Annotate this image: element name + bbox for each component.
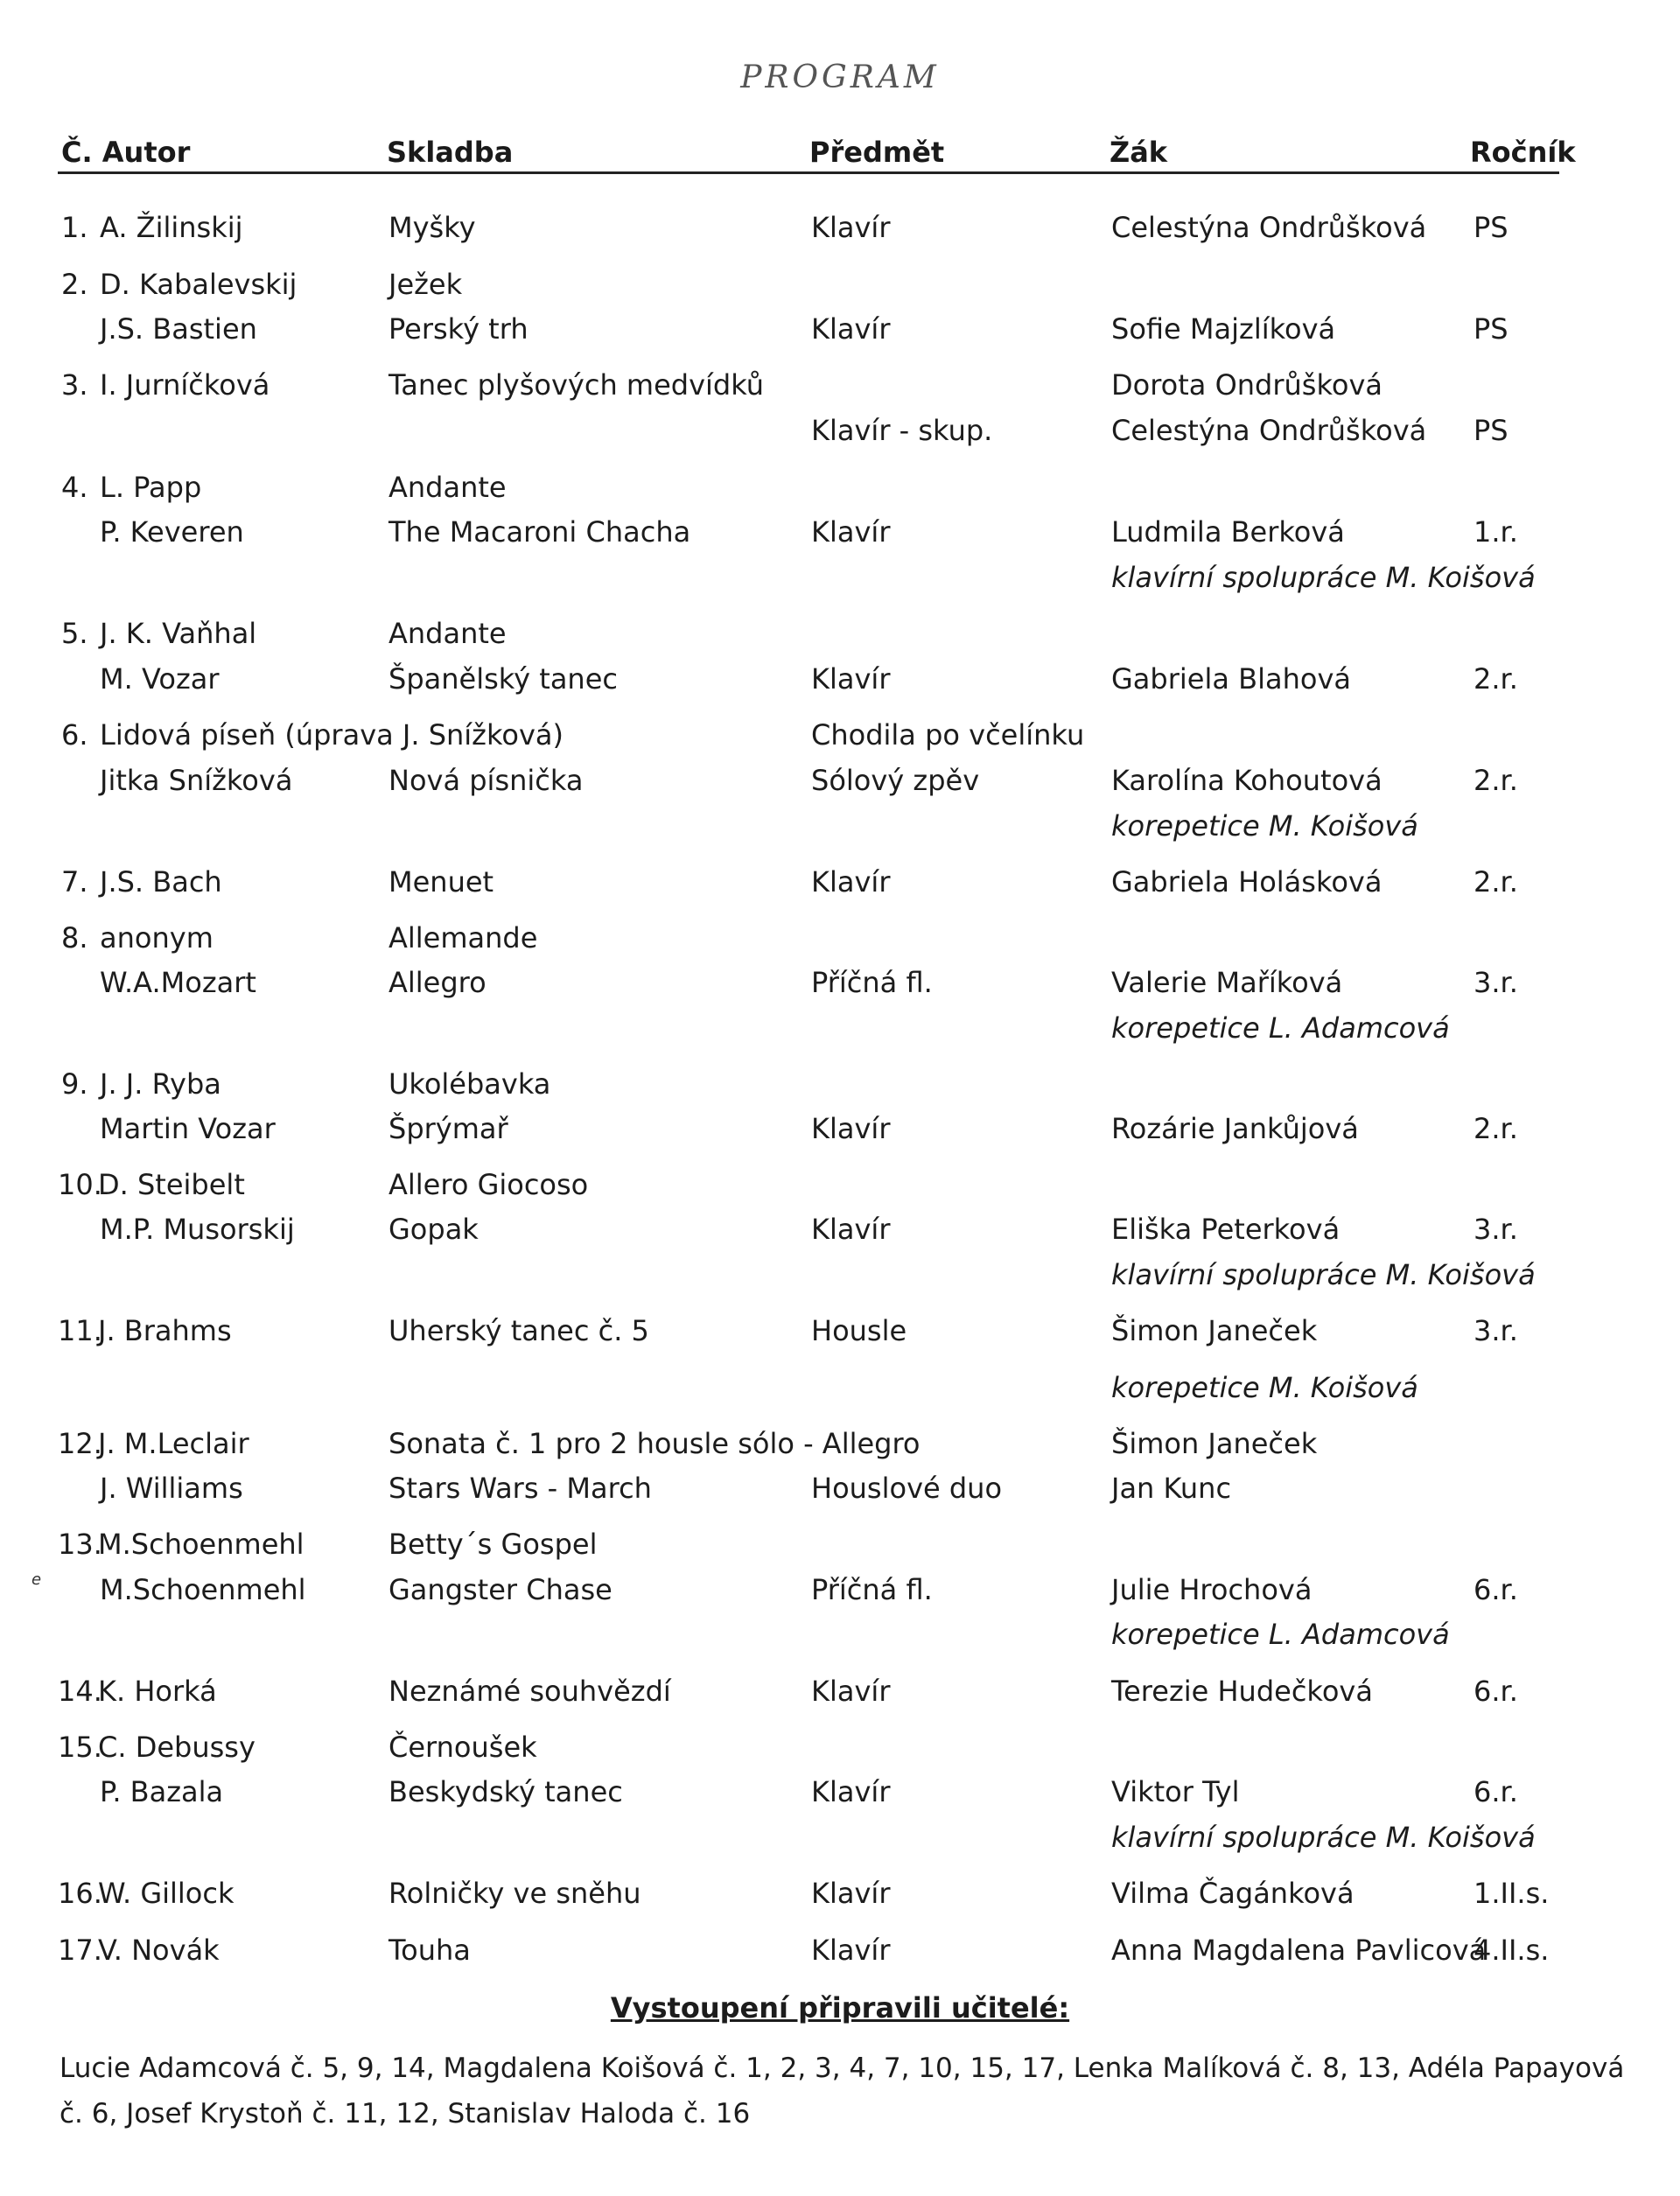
cell-subject: Klavír (811, 1775, 891, 1808)
cell-year: 2.r. (1474, 1112, 1518, 1145)
cell-subject: Housle (811, 1314, 907, 1347)
header-student: Žák (1110, 136, 1168, 169)
cell-subject: Příčná fl. (811, 1573, 933, 1606)
cell-piece: Beskydský tanec (388, 1775, 623, 1808)
accompanist-note: korepetice M. Koišová (1111, 1371, 1418, 1404)
accompanist-note: klavírní spolupráce M. Koišová (1111, 561, 1536, 594)
cell-student: Rozárie Jankůjová (1111, 1112, 1359, 1145)
cell-year: 4.II.s. (1474, 1934, 1550, 1967)
teachers-title: Vystoupení připravili učitelé: (610, 1991, 1070, 2025)
cell-author: P. Bazala (100, 1775, 224, 1808)
cell-num: 10. (58, 1168, 102, 1201)
cell-num: 11. (58, 1314, 102, 1347)
cell-subject: Příčná fl. (811, 966, 933, 999)
cell-num: 6. (61, 718, 88, 752)
cell-num: 14. (58, 1675, 102, 1708)
cell-year: 3.r. (1474, 966, 1518, 999)
header-year: Ročník (1470, 136, 1576, 169)
cell-subject: Klavír (811, 1112, 891, 1145)
cell-student: Sofie Majzlíková (1111, 312, 1336, 346)
cell-num: 4. (61, 471, 88, 504)
cell-piece: Šprýmař (388, 1112, 508, 1145)
cell-author: P. Keveren (100, 515, 244, 549)
cell-student: Celestýna Ondrůšková (1111, 211, 1427, 244)
cell-author: Jitka Snížková (100, 764, 293, 797)
cell-piece: Betty´s Gospel (388, 1528, 598, 1561)
cell-piece: Andante (388, 471, 507, 504)
cell-num: 5. (61, 617, 88, 650)
cell-num: 1. (61, 211, 88, 244)
cell-num: 7. (61, 865, 88, 899)
cell-piece: Tanec plyšových medvídků (388, 368, 765, 402)
cell-author: V. Novák (98, 1934, 220, 1967)
accompanist-note: korepetice L. Adamcová (1111, 1011, 1450, 1045)
cell-num: 13. (58, 1528, 102, 1561)
cell-student: Dorota Ondrůšková (1111, 368, 1382, 402)
cell-year: PS (1474, 211, 1508, 244)
cell-piece: Stars Wars - March (388, 1472, 652, 1505)
cell-subject: Klavír (811, 515, 891, 549)
cell-subject: Klavír (811, 312, 891, 346)
cell-piece: Ukolébavka (388, 1067, 551, 1101)
cell-year: 6.r. (1474, 1573, 1518, 1606)
cell-subject: Klavír - skup. (811, 414, 993, 447)
cell-piece: Sonata č. 1 pro 2 housle sólo - Allegro (388, 1427, 920, 1460)
cell-piece: Menuet (388, 865, 494, 899)
cell-subject: Klavír (811, 1934, 891, 1967)
cell-piece: Ježek (388, 268, 463, 301)
accompanist-note: korepetice L. Adamcová (1111, 1618, 1450, 1651)
cell-author: J.S. Bastien (100, 312, 257, 346)
cell-piece: Uherský tanec č. 5 (388, 1314, 649, 1347)
cell-author: D. Steibelt (98, 1168, 245, 1201)
accompanist-note: klavírní spolupráce M. Koišová (1111, 1821, 1536, 1854)
accompanist-note: korepetice M. Koišová (1111, 809, 1418, 843)
header-subject: Předmět (809, 136, 945, 169)
cell-student: Šimon Janeček (1111, 1314, 1318, 1347)
cell-author: L. Papp (100, 471, 202, 504)
cell-piece: Perský trh (388, 312, 528, 346)
cell-author: J. Williams (100, 1472, 243, 1505)
cell-subject: Klavír (811, 1675, 891, 1708)
cell-subject: Chodila po včelínku (811, 718, 1085, 752)
cell-year: PS (1474, 312, 1508, 346)
cell-student: Eliška Peterková (1111, 1213, 1340, 1246)
cell-author: C. Debussy (98, 1731, 256, 1764)
cell-student: Viktor Tyl (1111, 1775, 1240, 1808)
cell-year: 3.r. (1474, 1314, 1518, 1347)
cell-author: J. J. Ryba (100, 1067, 221, 1101)
cell-author: A. Žilinskij (100, 211, 243, 244)
cell-num: 3. (61, 368, 88, 402)
cell-subject: Klavír (811, 1213, 891, 1246)
cell-piece: Andante (388, 617, 507, 650)
cell-student: Anna Magdalena Pavlicová (1111, 1934, 1487, 1967)
cell-num: 9. (61, 1067, 88, 1101)
cell-author: J. Brahms (98, 1314, 232, 1347)
header-piece: Skladba (387, 136, 514, 169)
cell-subject: Klavír (811, 211, 891, 244)
cell-year: 2.r. (1474, 764, 1518, 797)
cell-num: 16. (58, 1877, 102, 1910)
cell-piece: Gangster Chase (388, 1573, 612, 1606)
cell-author: Lidová píseň (úprava J. Snížková) (100, 718, 564, 752)
cell-subject: Klavír (811, 865, 891, 899)
cell-author: Martin Vozar (100, 1112, 276, 1145)
cell-num: 12. (58, 1427, 102, 1460)
cell-piece: Nová písnička (388, 764, 584, 797)
cell-subject: Houslové duo (811, 1472, 1003, 1505)
teachers-text: Lucie Adamcová č. 5, 9, 14, Magdalena Koišová č. 1, 2, 3, 4, 7, 10, 15, 17, Lenka Malíková č. 8, 13, Adéla Papayová č. 6, Josef Krystoň č. 11, 12, Stanislav Haloda č. 16 (60, 2053, 1625, 2130)
cell-subject: Sólový zpěv (811, 764, 980, 797)
scan-mark: e (32, 1570, 42, 1589)
cell-student: Šimon Janeček (1111, 1427, 1318, 1460)
cell-num: 15. (58, 1731, 102, 1764)
cell-num: 8. (61, 921, 88, 955)
cell-year: 2.r. (1474, 662, 1518, 696)
header-num-author: Č. Autor (61, 136, 191, 169)
cell-piece: Touha (388, 1934, 471, 1967)
cell-piece: Allemande (388, 921, 538, 955)
cell-subject: Klavír (811, 662, 891, 696)
cell-author: K. Horká (98, 1675, 217, 1708)
cell-author: anonym (100, 921, 214, 955)
cell-piece: The Macaroni Chacha (388, 515, 691, 549)
cell-year: 1.r. (1474, 515, 1518, 549)
cell-piece: Španělský tanec (388, 662, 618, 696)
cell-subject: Klavír (811, 1877, 891, 1910)
cell-author: J. M.Leclair (98, 1427, 249, 1460)
cell-piece: Černoušek (388, 1731, 537, 1764)
cell-student: Ludmila Berková (1111, 515, 1345, 549)
cell-year: 1.II.s. (1474, 1877, 1550, 1910)
cell-student: Jan Kunc (1111, 1472, 1232, 1505)
cell-num: 17. (58, 1934, 102, 1967)
page-title: PROGRAM (740, 59, 940, 95)
cell-student: Celestýna Ondrůšková (1111, 414, 1427, 447)
cell-piece: Gopak (388, 1213, 479, 1246)
cell-piece: Rolničky ve sněhu (388, 1877, 641, 1910)
cell-author: I. Jurníčková (100, 368, 270, 402)
cell-author: M.Schoenmehl (100, 1573, 306, 1606)
cell-student: Julie Hrochová (1111, 1573, 1312, 1606)
cell-student: Karolína Kohoutová (1111, 764, 1382, 797)
cell-year: 6.r. (1474, 1775, 1518, 1808)
cell-student: Gabriela Blahová (1111, 662, 1351, 696)
cell-piece: Myšky (388, 211, 476, 244)
cell-author: M.Schoenmehl (98, 1528, 304, 1561)
cell-piece: Allero Giocoso (388, 1168, 589, 1201)
cell-piece: Allegro (388, 966, 486, 999)
cell-author: W. Gillock (98, 1877, 234, 1910)
cell-author: D. Kabalevskij (100, 268, 298, 301)
cell-year: 3.r. (1474, 1213, 1518, 1246)
cell-student: Terezie Hudečková (1111, 1675, 1373, 1708)
cell-author: J. K. Vaňhal (100, 617, 257, 650)
cell-author: W.A.Mozart (100, 966, 256, 999)
cell-year: PS (1474, 414, 1508, 447)
cell-piece: Neznámé souhvězdí (388, 1675, 671, 1708)
cell-year: 2.r. (1474, 865, 1518, 899)
cell-num: 2. (61, 268, 88, 301)
cell-student: Vilma Čagánková (1111, 1877, 1354, 1910)
cell-year: 6.r. (1474, 1675, 1518, 1708)
cell-author: J.S. Bach (100, 865, 222, 899)
cell-author: M. Vozar (100, 662, 220, 696)
cell-student: Gabriela Holásková (1111, 865, 1382, 899)
cell-student: Valerie Maříková (1111, 966, 1343, 999)
accompanist-note: klavírní spolupráce M. Koišová (1111, 1258, 1536, 1291)
cell-author: M.P. Musorskij (100, 1213, 295, 1246)
header-underline (58, 171, 1559, 174)
